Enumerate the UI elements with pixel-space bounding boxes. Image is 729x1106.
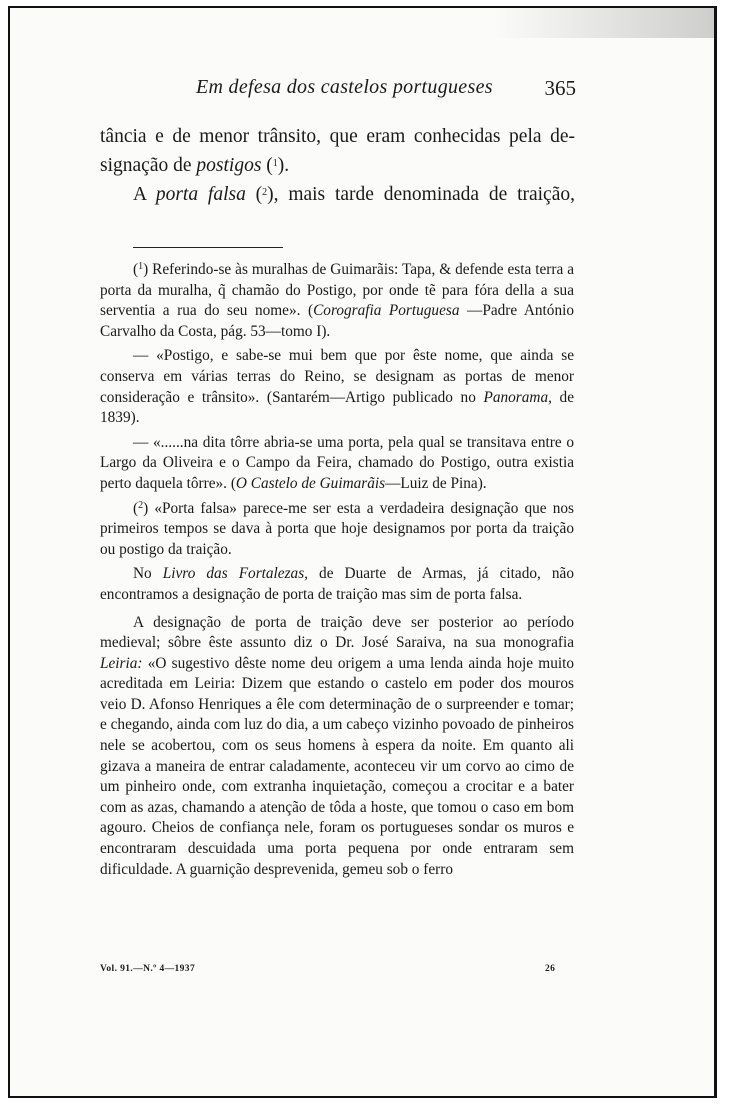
footnote-separator: [133, 247, 283, 248]
footnotes: [100, 260, 574, 880]
main-text: [100, 122, 575, 209]
footnote-2: ($^2$) «Porta falsa» parece-me ser esta a verdadeira designação que nos primeiros tempos se dava à porta que hoje designamos por porta da traição ou postigo da traição.: [100, 499, 574, 558]
footnote-1-quote-2: — «Postigo, e sabe-se mui bem que por êste nome, que ainda se conserva em várias terras do Reino, se designam as portas de menor consideração e trânsito». (Santarém—Artigo publicado no Panorama, de 1839).: [100, 347, 574, 427]
porta-falsa-term: porta falsa: [155, 184, 246, 205]
footnote-2-livro-paragraph: No Livro das Fortalezas, de Duarte de Armas, já citado, não encontramos a designação de porta de traição mas sim de porta falsa.: [100, 565, 574, 603]
castelo-guimaraes-title: O Castelo de Guimarãis: [235, 474, 386, 492]
page-header: [196, 76, 576, 106]
panorama-title: Panorama,: [483, 388, 552, 406]
main-text-line-1: tância e de menor trânsito, que eram conhecidas pela de-: [100, 126, 575, 147]
footer-volume: Vol. 91.—N.º 4—1937: [100, 964, 196, 974]
footnote-1-marker: 1: [138, 261, 144, 272]
running-title: Em defesa dos castelos portugueses: [196, 76, 493, 98]
leiria-title: Leiria:: [100, 654, 143, 672]
scan-shadow: [494, 8, 714, 38]
main-text-line-3: A porta falsa ($^2$), mais tarde denominada de traição,: [133, 184, 575, 205]
main-text-line-2: signação de postigos ($^1$).: [100, 155, 290, 176]
footnote-1-quote-3: — «......na dita tôrre abria-se uma porta, pela qual se transitava entre o Largo da Oliveira e o Campo da Feira, chamado do Postigo, outra existia perto daquela tôrre». (O Castelo de Guimarãis—Luiz de Pina).: [100, 433, 574, 492]
footnote-ref-1: 1: [272, 158, 278, 169]
footnote-2-leiria-paragraph: A designação de porta de traição deve ser posterior ao período medieval; sôbre êste assunto diz o Dr. José Saraiva, na sua monografia Leiria: «O sugestivo dêste nome deu origem a uma lenda ainda hoje muito acreditada em Leiria: Dizem que estando o castelo em poder dos mouros veio D. Afonso Henriques a êle com determinação de o surpreender e tomar; e chegando, ainda com luz do dia, a um cabeço vizinho povoado de pinheiros nele se acobertou, com os seus homens à espera da noite. Em quanto ali gizava a maneira de entrar caladamente, aconteceu vir um corvo ao cimo de um pinheiro onde, com extranha inquietação, começou a crocitar e a bater com as azas, chamando a atenção de tôda a hoste, que tomou o caso em bom agouro. Cheios de confiança nele, foram os portugueses sondar os muros e encontraram descuidada uma porta pequena por onde entraram sem dificuldade. A guarnição desprevenida, gemeu sob o ferro: [100, 613, 574, 878]
footnote-1: ($^1$) Referindo-se às muralhas de Guimarãis: Tapa, & defende esta terra a porta da muralha, q̃ chamão do Postigo, por onde tẽ para fóra della a sua serventia a rua do seu nome». (Corografia Portuguesa —Padre António Carvalho da Costa, pág. 53—tomo I).: [100, 261, 574, 340]
footer-signature: 26: [545, 964, 556, 974]
postigos-term: postigos: [196, 155, 262, 176]
footnote-ref-2: 2: [262, 187, 268, 198]
corografia-title: Corografia Portuguesa: [313, 302, 460, 320]
page-number: 365: [544, 76, 576, 100]
footnote-2-marker: 2: [138, 499, 144, 511]
livro-fortalezas-title: Livro das Fortalezas,: [162, 565, 308, 583]
